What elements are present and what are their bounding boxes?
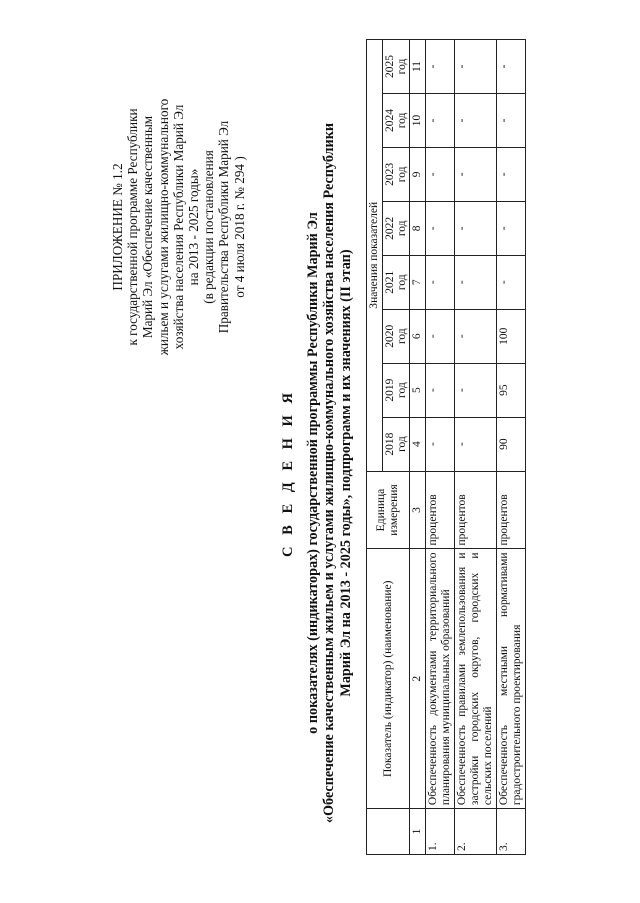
indicator-name: Обеспеченность местными нормативами градостроительного проектирования xyxy=(497,549,526,809)
appendix-note xyxy=(110,83,247,371)
header-year: 2020 год xyxy=(383,309,410,363)
document-heading xyxy=(305,83,354,863)
column-number: 7 xyxy=(410,255,426,309)
indicator-value: - xyxy=(426,201,455,255)
appendix-line: на 2013 - 2025 годы» xyxy=(186,168,202,286)
indicator-value: - xyxy=(426,309,455,363)
indicator-value: - xyxy=(455,309,497,363)
indicator-unit: процентов xyxy=(455,471,497,549)
table-row xyxy=(426,40,455,855)
column-number: 9 xyxy=(410,147,426,201)
heading-line: о показателях (индикаторах) государственной программы Республики Марий Эл xyxy=(305,212,321,734)
row-number: 1. xyxy=(426,809,455,855)
appendix-line: хозяйства населения Республики Марий Эл xyxy=(170,104,186,350)
indicator-value: - xyxy=(426,363,455,417)
indicator-value: 95 xyxy=(497,363,526,417)
indicator-value: - xyxy=(426,255,455,309)
appendix-line: (в редакции постановления xyxy=(201,150,217,304)
row-number: 3. xyxy=(497,809,526,855)
heading-line: Марий Эл на 2013 - 2025 годы», подпрограмм и их значениях (II этап) xyxy=(337,249,354,697)
header-year: 2022 год xyxy=(383,201,410,255)
table-row xyxy=(455,40,497,855)
header-year: 2025 год xyxy=(383,40,410,94)
indicator-value: - xyxy=(497,147,526,201)
indicator-value: - xyxy=(426,417,455,471)
header-unit: Единица измерения xyxy=(367,471,410,549)
column-number: 1 xyxy=(410,809,426,855)
header-number xyxy=(367,809,410,855)
column-number: 5 xyxy=(410,363,426,417)
header-year: 2023 год xyxy=(383,147,410,201)
indicator-value: - xyxy=(426,40,455,94)
appendix-line: от 4 июля 2018 г. № 294 ) xyxy=(231,156,247,298)
column-number: 2 xyxy=(410,549,426,809)
column-number: 6 xyxy=(410,309,426,363)
indicator-value: - xyxy=(497,255,526,309)
table-row xyxy=(497,40,526,855)
column-number: 10 xyxy=(410,93,426,147)
indicator-value: - xyxy=(497,201,526,255)
appendix-line: Марий Эл «Обеспечение качественным xyxy=(140,115,156,339)
column-number: 4 xyxy=(410,417,426,471)
header-values: Значения показателей xyxy=(367,40,383,472)
header-year: 2019 год xyxy=(383,363,410,417)
appendix-line: ПРИЛОЖЕНИЕ № 1.2 xyxy=(110,163,125,291)
indicator-value: - xyxy=(455,201,497,255)
indicator-value: - xyxy=(497,40,526,94)
appendix-line: к государственной программе Республики xyxy=(125,108,141,346)
header-indicator: Показатель (индикатор) (наименование) xyxy=(367,549,410,809)
appendix-line: жильем и услугами жилищно-коммунального xyxy=(155,98,171,356)
document-title: С В Е Д Е Н И Я xyxy=(280,389,296,557)
indicator-value: - xyxy=(455,147,497,201)
row-number: 2. xyxy=(455,809,497,855)
indicator-name: Обеспеченность правилами землепользования и застройки городских округов, городских и сельских поселений xyxy=(455,549,497,809)
header-year: 2024 год xyxy=(383,93,410,147)
appendix-line: Правительства Республики Марий Эл xyxy=(216,120,232,334)
indicator-value: 90 xyxy=(497,417,526,471)
indicator-unit: процентов xyxy=(497,471,526,549)
indicator-value: - xyxy=(426,147,455,201)
indicator-value: - xyxy=(455,255,497,309)
indicator-value: - xyxy=(497,93,526,147)
column-number: 3 xyxy=(410,471,426,549)
column-number: 11 xyxy=(410,40,426,94)
indicator-unit: процентов xyxy=(426,471,455,549)
indicator-value: - xyxy=(455,40,497,94)
indicator-value: - xyxy=(455,93,497,147)
indicator-value: - xyxy=(455,363,497,417)
heading-line: «Обеспечение качественным жильем и услугами жилищно-коммунального хозяйства населения Республики xyxy=(321,122,338,824)
indicator-value: - xyxy=(426,93,455,147)
indicator-name: Обеспеченность документами территориального планирования муниципальных образований xyxy=(426,549,455,809)
indicator-value: 100 xyxy=(497,309,526,363)
indicator-value: - xyxy=(455,417,497,471)
indicators-table xyxy=(366,39,526,855)
column-number: 8 xyxy=(410,201,426,255)
header-year: 2018 год xyxy=(383,417,410,471)
header-year: 2021 год xyxy=(383,255,410,309)
